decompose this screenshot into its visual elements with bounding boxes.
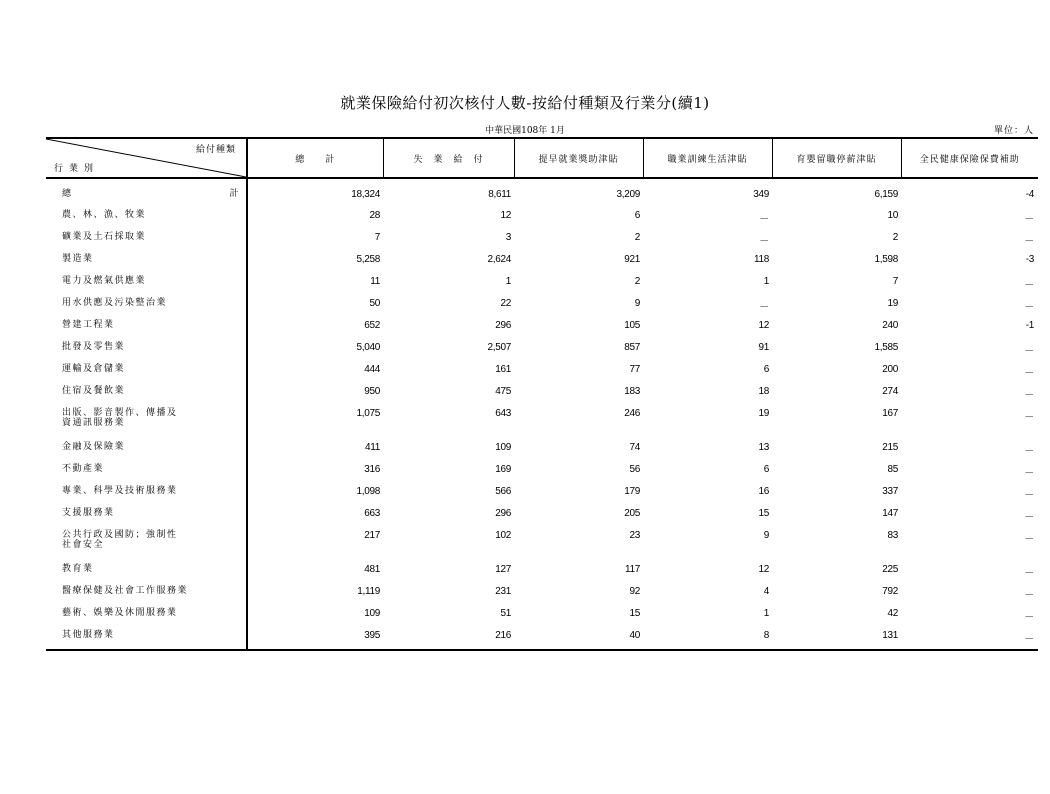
cell-value: － xyxy=(1024,346,1034,357)
row-label-line: 用水供應及污染整治業 xyxy=(62,298,168,308)
cell-value: 42 xyxy=(887,608,898,619)
cell-value: 792 xyxy=(882,586,898,597)
row-label xyxy=(46,480,247,502)
cell-value: 6 xyxy=(763,364,769,375)
cell-value: 6 xyxy=(634,210,640,221)
cell-value: － xyxy=(1024,490,1034,501)
cell-value: 337 xyxy=(882,486,898,497)
cell-value: 316 xyxy=(364,464,380,475)
cell-value: 16 xyxy=(758,486,769,497)
row-label xyxy=(46,458,247,480)
cell-value: 28 xyxy=(369,210,380,221)
table-row xyxy=(46,458,1038,480)
row-label-line: 製造業 xyxy=(62,254,94,264)
cell-value: － xyxy=(1024,368,1034,379)
cell-value: 50 xyxy=(369,298,380,309)
cell-value: 40 xyxy=(629,630,640,641)
cell-value: 147 xyxy=(882,508,898,519)
cell-value: 83 xyxy=(887,530,898,541)
cell-value: 19 xyxy=(758,408,769,419)
cell-value: 77 xyxy=(629,364,640,375)
table-row xyxy=(46,226,1038,248)
cell-value: 1,098 xyxy=(356,486,380,497)
row-label xyxy=(46,358,247,380)
column-header-total: 總 計 xyxy=(247,138,383,178)
cell-value: － xyxy=(1024,634,1034,645)
cell-total-2: 3,209 xyxy=(616,189,640,200)
table-row xyxy=(46,358,1038,380)
cell-value: － xyxy=(759,236,769,247)
table-row xyxy=(46,270,1038,292)
cell-value: 475 xyxy=(495,386,511,397)
cell-value: 950 xyxy=(364,386,380,397)
row-label-total xyxy=(46,178,247,204)
header-corner-top-label: 給付種類 xyxy=(195,145,236,155)
row-label-line: 礦業及土石採取業 xyxy=(62,232,147,242)
cell-value: 51 xyxy=(500,608,511,619)
table-row xyxy=(46,524,1038,558)
cell-value: 200 xyxy=(882,364,898,375)
cell-total-1: 8,611 xyxy=(488,189,511,200)
cell-value: 296 xyxy=(495,320,511,331)
row-label xyxy=(46,602,247,624)
table-row xyxy=(46,502,1038,524)
cell-value: 1 xyxy=(763,608,769,619)
cell-value: － xyxy=(759,302,769,313)
cell-value: 1,119 xyxy=(357,586,380,597)
row-label-line: 批發及零售業 xyxy=(62,342,126,352)
row-label-line: 營建工程業 xyxy=(62,320,115,330)
cell-value: 131 xyxy=(882,630,898,641)
row-label-line: 醫療保健及社會工作服務業 xyxy=(62,586,189,596)
table-row xyxy=(46,204,1038,226)
row-label-line-2: 資通訊服務業 xyxy=(62,418,126,428)
cell-value: -1 xyxy=(1025,320,1034,331)
cell-value: 3 xyxy=(505,232,511,243)
table-row xyxy=(46,248,1038,270)
cell-value: 7 xyxy=(374,232,380,243)
cell-value: 2 xyxy=(892,232,898,243)
cell-value: 169 xyxy=(495,464,511,475)
cell-value: － xyxy=(1024,390,1034,401)
row-label xyxy=(46,524,247,558)
row-label-line: 支援服務業 xyxy=(62,508,115,518)
cell-value: 240 xyxy=(882,320,898,331)
row-label xyxy=(46,204,247,226)
cell-value: 246 xyxy=(624,408,640,419)
header-corner-cell xyxy=(46,138,247,178)
cell-value: 4 xyxy=(763,586,769,597)
row-label xyxy=(46,624,247,650)
table-row xyxy=(46,292,1038,314)
column-header-parental-leave: 育嬰留職停薪津貼 xyxy=(772,138,901,178)
cell-total-5: -4 xyxy=(1025,189,1034,200)
cell-value: 215 xyxy=(882,442,898,453)
cell-value: 7 xyxy=(892,276,898,287)
table-row xyxy=(46,624,1038,650)
cell-value: 2 xyxy=(634,232,640,243)
cell-value: 296 xyxy=(495,508,511,519)
row-label xyxy=(46,314,247,336)
cell-value: 127 xyxy=(495,564,511,575)
row-label xyxy=(46,580,247,602)
row-label xyxy=(46,436,247,458)
table-subtitle-date: 中華民國108年 1月 xyxy=(485,126,565,136)
row-label xyxy=(46,226,247,248)
row-label xyxy=(46,502,247,524)
cell-value: － xyxy=(1024,590,1034,601)
cell-value: 9 xyxy=(634,298,640,309)
row-label xyxy=(46,292,247,314)
row-label-line: 專業、科學及技術服務業 xyxy=(62,486,178,496)
cell-value: 11 xyxy=(370,276,380,287)
row-label xyxy=(46,380,247,402)
row-label xyxy=(46,336,247,358)
cell-value: 395 xyxy=(364,630,380,641)
row-label-line: 住宿及餐飲業 xyxy=(62,386,126,396)
table-row xyxy=(46,580,1038,602)
row-label-line: 運輸及倉儲業 xyxy=(62,364,126,374)
table-row-total xyxy=(46,178,1038,204)
cell-value: -3 xyxy=(1025,254,1034,265)
cell-value: － xyxy=(1024,412,1034,423)
cell-value: 15 xyxy=(758,508,769,519)
cell-value: 105 xyxy=(624,320,640,331)
cell-value: 10 xyxy=(887,210,898,221)
row-label-line: 不動產業 xyxy=(62,464,105,474)
cell-value: 231 xyxy=(495,586,511,597)
cell-total-3: 349 xyxy=(753,189,769,200)
cell-value: 225 xyxy=(882,564,898,575)
cell-value: － xyxy=(1024,612,1034,623)
cell-value: 161 xyxy=(495,364,511,375)
table-row xyxy=(46,480,1038,502)
cell-value: 1 xyxy=(763,276,769,287)
table-row xyxy=(46,558,1038,580)
table-row xyxy=(46,314,1038,336)
row-label-line: 公共行政及國防；強制性 xyxy=(62,530,178,540)
cell-value: 92 xyxy=(629,586,640,597)
cell-value: － xyxy=(1024,468,1034,479)
cell-value: 216 xyxy=(495,630,511,641)
statistics-table xyxy=(46,137,1038,651)
cell-value: 481 xyxy=(364,564,380,575)
cell-value: 2,507 xyxy=(487,342,511,353)
cell-value: 5,258 xyxy=(356,254,380,265)
cell-value: 411 xyxy=(364,442,380,453)
cell-value: 566 xyxy=(495,486,511,497)
cell-total-4: 6,159 xyxy=(874,189,898,200)
cell-value: 15 xyxy=(629,608,640,619)
column-header-health-insurance-subsidy: 全民健康保險保費補助 xyxy=(901,138,1038,178)
header-row xyxy=(46,138,1038,178)
row-label xyxy=(46,248,247,270)
row-label-line: 教育業 xyxy=(62,564,94,574)
cell-value: 23 xyxy=(629,530,640,541)
cell-value: － xyxy=(1024,534,1034,545)
row-label-line: 農、林、漁、牧業 xyxy=(62,210,147,220)
cell-value: 274 xyxy=(882,386,898,397)
cell-value: 118 xyxy=(753,254,769,265)
table-row xyxy=(46,402,1038,436)
cell-value: － xyxy=(1024,568,1034,579)
table-row xyxy=(46,602,1038,624)
cell-value: 109 xyxy=(495,442,511,453)
cell-value: 857 xyxy=(624,342,640,353)
row-label-line: 其他服務業 xyxy=(62,630,115,640)
column-header-unemployment-benefit: 失 業 給 付 xyxy=(383,138,514,178)
cell-value: 18 xyxy=(758,386,769,397)
cell-value: 217 xyxy=(364,530,380,541)
table-row xyxy=(46,436,1038,458)
row-label xyxy=(46,558,247,580)
cell-value: － xyxy=(759,214,769,225)
cell-value: 91 xyxy=(758,342,769,353)
cell-value: 12 xyxy=(500,210,511,221)
cell-value: 2 xyxy=(634,276,640,287)
cell-value: 205 xyxy=(624,508,640,519)
cell-value: 56 xyxy=(629,464,640,475)
cell-value: － xyxy=(1024,302,1034,313)
cell-value: 1,075 xyxy=(356,408,380,419)
cell-value: 6 xyxy=(763,464,769,475)
cell-total-0: 18,324 xyxy=(351,189,380,200)
table-row xyxy=(46,336,1038,358)
row-label-line: 電力及燃氣供應業 xyxy=(62,276,147,286)
header-corner-bottom-label: 行業別 xyxy=(54,164,100,174)
total-label-right: 計 xyxy=(229,189,240,199)
cell-value: 5,040 xyxy=(356,342,380,353)
cell-value: － xyxy=(1024,512,1034,523)
cell-value: 2,624 xyxy=(487,254,511,265)
cell-value: 1,598 xyxy=(874,254,898,265)
unit-label: 單位：人 xyxy=(993,126,1034,136)
cell-value: 8 xyxy=(763,630,769,641)
cell-value: 444 xyxy=(364,364,380,375)
row-label xyxy=(46,270,247,292)
cell-value: 102 xyxy=(495,530,511,541)
total-label-left: 總 xyxy=(62,189,73,199)
cell-value: 1,585 xyxy=(874,342,898,353)
cell-value: 1 xyxy=(505,276,511,287)
cell-value: 9 xyxy=(763,530,769,541)
cell-value: － xyxy=(1024,214,1034,225)
cell-value: － xyxy=(1024,446,1034,457)
column-header-early-reemployment: 提早就業獎助津貼 xyxy=(514,138,643,178)
table-title: 就業保險給付初次核付人數-按給付種類及行業分(續1) xyxy=(340,94,710,112)
row-label-line: 金融及保險業 xyxy=(62,442,126,452)
cell-value: 12 xyxy=(758,564,769,575)
cell-value: 12 xyxy=(758,320,769,331)
cell-value: 19 xyxy=(887,298,898,309)
row-label-line: 藝術、娛樂及休閒服務業 xyxy=(62,608,178,618)
cell-value: 109 xyxy=(364,608,380,619)
cell-value: 74 xyxy=(629,442,640,453)
cell-value: 167 xyxy=(882,408,898,419)
cell-value: － xyxy=(1024,280,1034,291)
cell-value: 13 xyxy=(758,442,769,453)
cell-value: 643 xyxy=(495,408,511,419)
row-label-line-2: 社會安全 xyxy=(62,540,105,550)
cell-value: 117 xyxy=(624,564,640,575)
cell-value: 183 xyxy=(624,386,640,397)
row-label xyxy=(46,402,247,436)
cell-value: 652 xyxy=(364,320,380,331)
table-row xyxy=(46,380,1038,402)
cell-value: 22 xyxy=(500,298,511,309)
cell-value: 663 xyxy=(364,508,380,519)
row-label-line: 出版、影音製作、傳播及 xyxy=(62,408,178,418)
column-header-training-allowance: 職業訓練生活津貼 xyxy=(643,138,772,178)
cell-value: 921 xyxy=(624,254,640,265)
cell-value: 85 xyxy=(887,464,898,475)
cell-value: － xyxy=(1024,236,1034,247)
cell-value: 179 xyxy=(624,486,640,497)
